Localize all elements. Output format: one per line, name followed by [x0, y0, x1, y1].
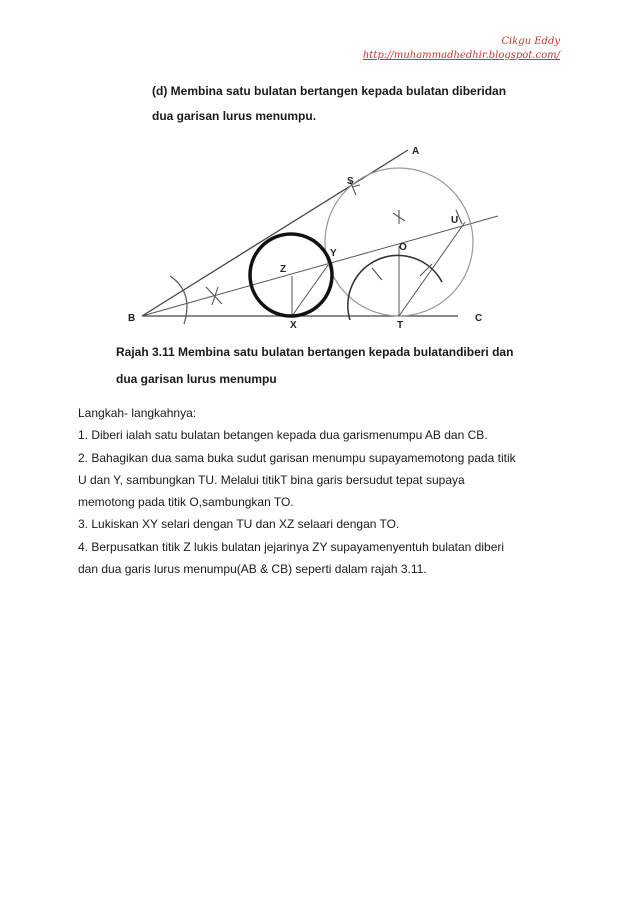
- label-t: T: [397, 320, 404, 331]
- label-z: Z: [280, 264, 287, 275]
- step-line: U dan Y, sambungkan TU. Melalui titikT bina garis bersudut tepat supaya: [78, 472, 465, 487]
- step-line: 1. Diberi ialah satu bulatan betangen kepada dua garismenumpu AB dan CB.: [78, 428, 488, 443]
- construction-figure: [118, 140, 498, 332]
- caption-line1: Rajah 3.11 Membina satu bulatan bertangen kepada bulatandiberi dan: [116, 345, 514, 359]
- step-line: memotong pada titik O,sambungkan TO.: [78, 495, 294, 510]
- construction-arc-b: [170, 276, 187, 324]
- label-x: X: [290, 320, 297, 331]
- label-y: Y: [330, 248, 337, 259]
- label-o: O: [399, 242, 407, 253]
- section-title-line2: dua garisan lurus menumpu.: [152, 109, 317, 123]
- caption-line2: dua garisan lurus menumpu: [116, 372, 277, 386]
- section-title: [152, 79, 572, 129]
- step-line: dan dua garis lurus menumpu(AB & CB) seperti dalam rajah 3.11.: [78, 562, 427, 577]
- section-title-line1: (d) Membina satu bulatan bertangen kepada bulatan diberidan: [152, 84, 507, 98]
- step-line: 2. Bahagikan dua sama buka sudut garisan menumpu supayamemotong pada titik: [78, 450, 516, 465]
- step-line: 4. Berpusatkan titik Z lukis bulatan jejarinya ZY supayamenyentuh bulatan diberi: [78, 539, 505, 554]
- steps-heading: Langkah- langkahnya:: [78, 406, 197, 420]
- label-b: B: [128, 313, 136, 324]
- label-s: S: [347, 176, 354, 187]
- label-c: C: [475, 313, 483, 324]
- header-author: Cikgu Eddy: [501, 36, 560, 47]
- steps-text: [78, 402, 578, 580]
- required-circle: [250, 234, 332, 316]
- figure-caption: [116, 339, 576, 393]
- construction-ticks: [206, 181, 462, 305]
- label-u: U: [451, 215, 459, 226]
- label-a: A: [412, 146, 420, 157]
- header-url[interactable]: http://muhammadhedhir.blogspot.com/: [362, 50, 560, 61]
- step-line: 3. Lukiskan XY selari dengan TU dan XZ selaari dengan TO.: [78, 517, 400, 532]
